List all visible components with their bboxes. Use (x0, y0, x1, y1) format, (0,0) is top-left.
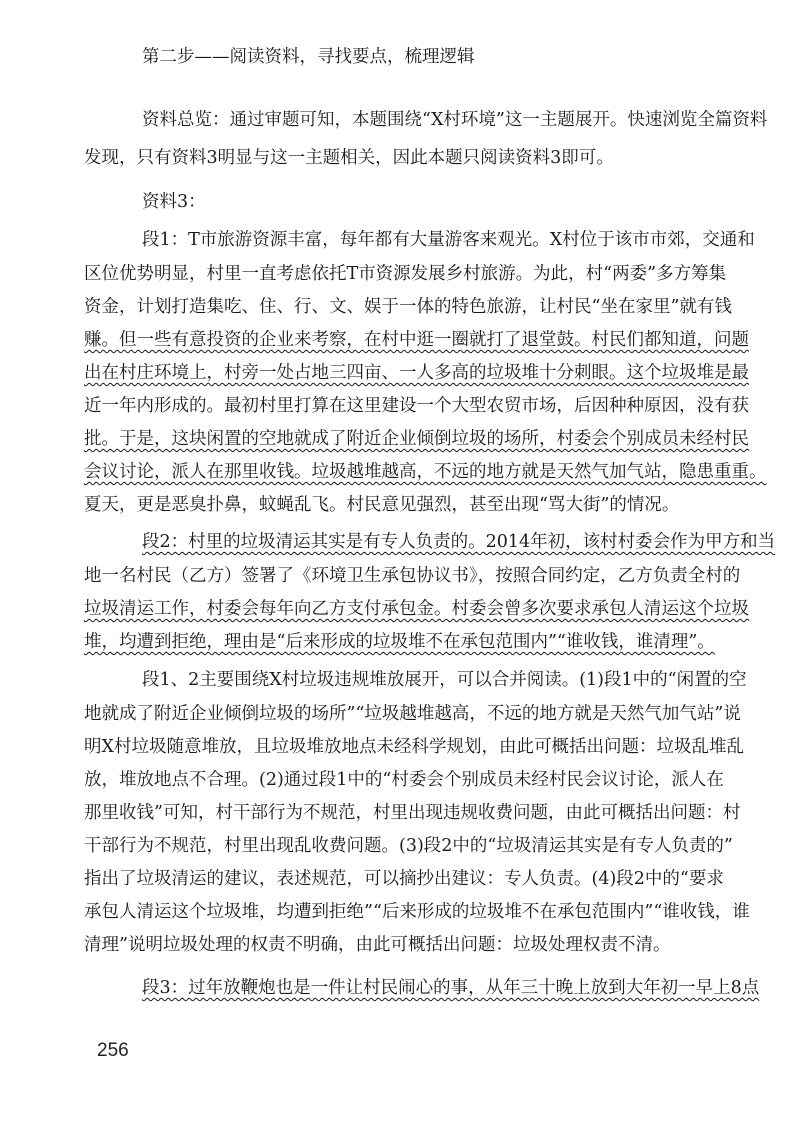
paragraph-line: 段3：过年放鞭炮也是一件让村民闹心的事，从年三十晚上放到大年初一早上8点 (142, 978, 760, 998)
paragraph-line: 赚。但一些有意投资的企业来考察，在村中逛一圈就打了退堂鼓。村民们都知道，问题 (84, 330, 749, 350)
paragraph-line: 会议讨论，派人在那里收钱。垃圾越堆越高，不远的地方就是天然气加气站，隐患重重。 (84, 462, 767, 482)
paragraph-line: 资金，计划打造集吃、住、行、文、娱于一体的特色旅游，让村民“坐在家里”就有钱 (84, 297, 732, 317)
paragraph-line: 堆，均遭到拒绝，理由是“后来形成的垃圾堆不在承包范围内”“谁收钱，谁清理”。 (84, 632, 715, 652)
section-heading: 第二步——阅读资料，寻找要点，梳理逻辑 (142, 47, 475, 67)
paragraph-line: 出在村庄环境上，村旁一处占地三四亩、一人多高的垃圾堆十分刺眼。这个垃圾堆是最 (84, 363, 749, 383)
analysis-line: 明X村垃圾随意堆放，且垃圾堆放地点未经科学规划，由此可概括出问题：垃圾乱堆乱 (84, 737, 744, 757)
material-heading: 资料3： (142, 192, 206, 212)
paragraph-line: 批。于是，这块闲置的空地就成了附近企业倾倒垃圾的场所，村委会个别成员未经村民 (84, 429, 749, 449)
overview-line: 资料总览：通过审题可知，本题围绕“X村环境”这一主题展开。快速浏览全篇资料 (142, 110, 768, 130)
analysis-line: 干部行为不规范，村里出现乱收费问题。(3)段2中的“垃圾清运其实是有专人负责的” (84, 836, 733, 856)
paragraph-line: 垃圾清运工作，村委会每年向乙方支付承包金。村委会曾多次要求承包人清运这个垃圾 (84, 599, 749, 619)
page-number: 256 (97, 1040, 129, 1061)
paragraph-line: 夏天，更是恶臭扑鼻，蚊蝇乱飞。村民意见强烈，甚至出现“骂大街”的情况。 (84, 495, 680, 515)
paragraph-line: 段2：村里的垃圾清运其实是有专人负责的。2014年初，该村村委会作为甲方和当 (142, 532, 776, 552)
analysis-line: 指出了垃圾清运的建议，表述规范，可以摘抄出建议：专人负责。(4)段2中的“要求 (84, 869, 724, 889)
overview-line: 发现，只有资料3明显与这一主题相关，因此本题只阅读资料3即可。 (84, 148, 614, 168)
paragraph-line: 区位优势明显，村里一直考虑依托T市资源发展乡村旅游。为此，村“两委”多方筹集 (84, 264, 727, 284)
analysis-line: 地就成了附近企业倾倒垃圾的场所”“垃圾越堆越高，不远的地方就是天然气加气站”说 (84, 704, 741, 724)
analysis-line: 清理”说明垃圾处理的权责不明确，由此可概括出问题：垃圾处理权责不清。 (84, 935, 671, 955)
paragraph-line: 段1：T市旅游资源丰富，每年都有大量游客来观光。X村位于该市市郊，交通和 (142, 230, 755, 250)
paragraph-line: 近一年内形成的。最初村里打算在这里建设一个大型农贸市场，后因种种原因，没有获 (84, 396, 749, 416)
analysis-line: 承包人清运这个垃圾堆，均遭到拒绝”“后来形成的垃圾堆不在承包范围内”“谁收钱，谁 (84, 902, 750, 922)
analysis-line: 放，堆放地点不合理。(2)通过段1中的“村委会个别成员未经村民会议讨论，派人在 (84, 770, 724, 790)
analysis-line: 段1、2主要围绕X村垃圾违规堆放展开，可以合并阅读。(1)段1中的“闲置的空 (142, 670, 747, 690)
paragraph-line: 地一名村民（乙方）签署了《环境卫生承包协议书》，按照合同约定，乙方负责全村的 (84, 566, 741, 586)
analysis-line: 那里收钱”可知，村干部行为不规范，村里出现违规收费问题，由此可概括出问题：村 (84, 803, 741, 823)
